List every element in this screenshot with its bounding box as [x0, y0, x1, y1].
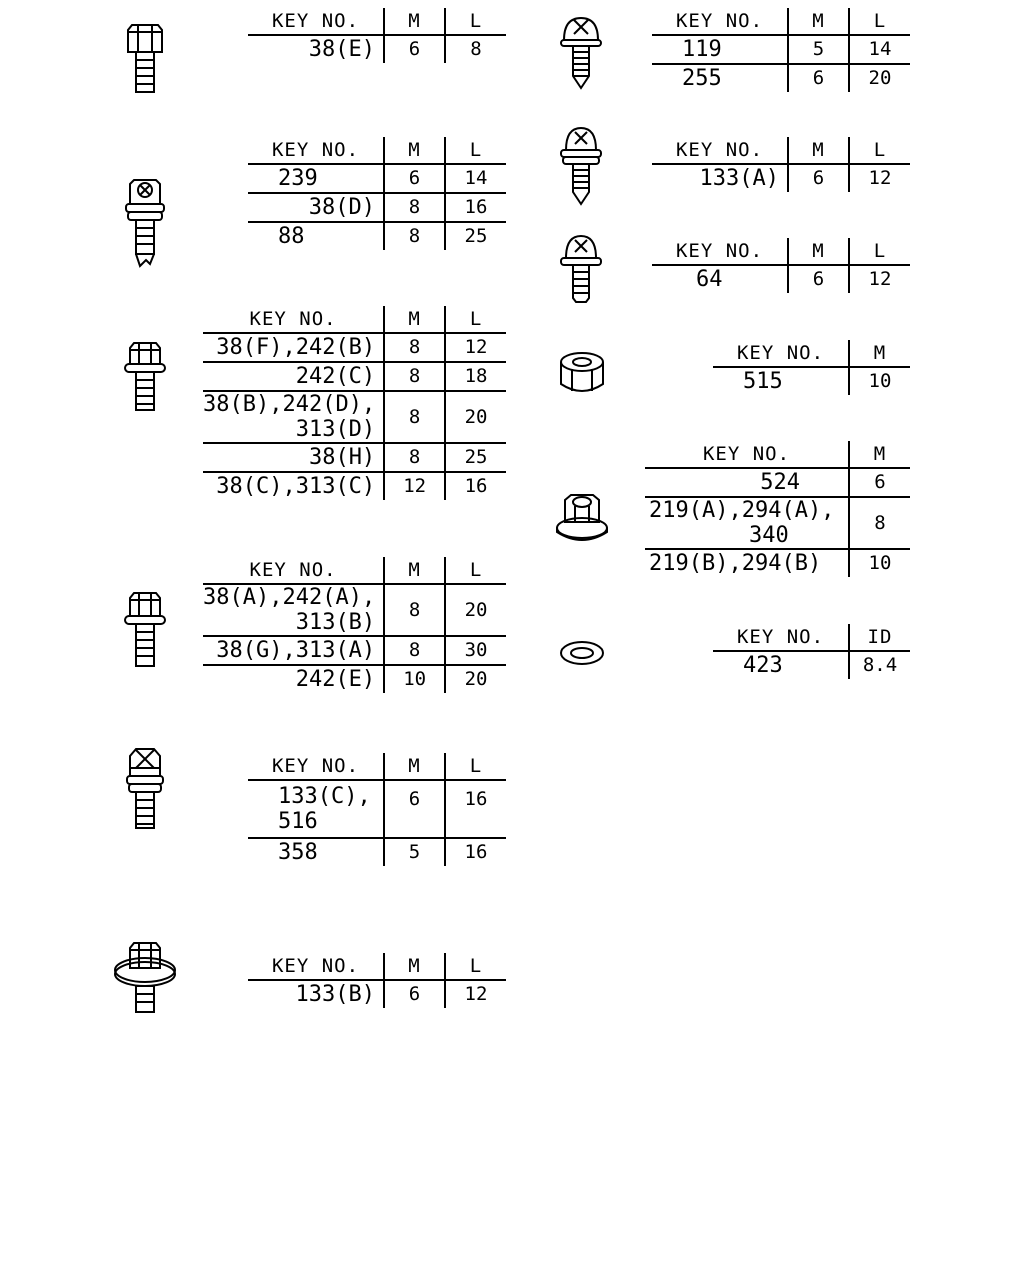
- l-cell: 12: [849, 265, 910, 293]
- key-no-cell: 358: [278, 839, 318, 865]
- spec-table: [248, 137, 506, 250]
- table-row: [248, 193, 506, 222]
- flange-bolt-icon: [122, 590, 168, 670]
- tapping-screw-blunt-icon: [558, 232, 604, 306]
- bolt-large-washer-icon: [112, 940, 178, 1016]
- key-no-cell: 219(B),294(B): [649, 550, 822, 576]
- key-no-cell: 38(G),313(A): [203, 636, 384, 665]
- hex-bolt-washer-icon: [122, 178, 168, 270]
- l-header: L: [445, 137, 506, 164]
- spec-table: [645, 441, 910, 577]
- m-cell: 8: [384, 222, 445, 250]
- table-row: [652, 265, 910, 293]
- l-header: L: [445, 953, 506, 980]
- m-header: M: [384, 8, 445, 35]
- m-cell: 6: [788, 164, 849, 192]
- m-cell: 8: [384, 362, 445, 391]
- key-no-cell: [248, 780, 384, 838]
- table-row: [248, 780, 506, 838]
- m-header: M: [384, 557, 445, 584]
- key-no-cell: 38(C),313(C): [216, 473, 376, 499]
- l-header: L: [849, 8, 910, 35]
- table-row: [652, 64, 910, 92]
- m-cell: 8: [384, 636, 445, 665]
- key-no-header: KEY NO.: [203, 557, 384, 584]
- l-header: L: [445, 8, 506, 35]
- l-cell: 20: [445, 665, 506, 693]
- hex-bolt-icon: [124, 22, 166, 96]
- cross-head-bolt-icon: [122, 746, 168, 832]
- m-header: M: [384, 753, 445, 780]
- m-cell: 10: [849, 549, 910, 577]
- l-header: L: [849, 238, 910, 265]
- id-header: ID: [849, 624, 910, 651]
- m-header: M: [384, 306, 445, 333]
- l-cell: 25: [445, 222, 506, 250]
- key-no-cell: 133(A): [699, 165, 779, 191]
- table-row: [713, 367, 910, 395]
- l-cell: 14: [445, 164, 506, 193]
- table-row: [713, 651, 910, 679]
- m-cell: 6: [384, 164, 445, 193]
- m-cell: 5: [384, 838, 445, 866]
- m-cell: 10: [384, 665, 445, 693]
- key-no-header: KEY NO.: [652, 8, 788, 35]
- key-no-line1: 133(C),: [278, 784, 371, 809]
- l-cell: 20: [849, 64, 910, 92]
- tapping-screw-icon: [558, 14, 604, 90]
- l-cell: 12: [849, 164, 910, 192]
- m-cell: 6: [788, 265, 849, 293]
- l-cell: 14: [849, 35, 910, 64]
- key-no-cell: 38(H): [203, 443, 384, 472]
- key-no-header: KEY NO.: [203, 306, 384, 333]
- key-no-cell: 255: [682, 65, 722, 91]
- m-cell: 8: [384, 333, 445, 362]
- table-row: [203, 362, 506, 391]
- key-no-line2: 340: [749, 523, 789, 548]
- spec-table: [203, 557, 506, 693]
- m-cell: 10: [849, 367, 910, 395]
- table-row: [652, 35, 910, 64]
- l-header: L: [445, 753, 506, 780]
- l-cell: 16: [445, 193, 506, 222]
- table-row: [248, 980, 506, 1008]
- table-row: [203, 472, 506, 500]
- m-cell: 6: [849, 468, 910, 497]
- key-no-cell: 38(E): [308, 36, 375, 62]
- table-row: [248, 838, 506, 866]
- l-cell: 18: [445, 362, 506, 391]
- m-cell: 8: [384, 391, 445, 443]
- key-no-header: KEY NO.: [248, 953, 384, 980]
- key-no-header: KEY NO.: [652, 137, 788, 164]
- m-header: M: [788, 137, 849, 164]
- key-no-header: KEY NO.: [713, 340, 849, 367]
- l-cell: 16: [445, 780, 506, 838]
- l-cell: 20: [445, 391, 506, 443]
- key-no-cell: [203, 391, 384, 443]
- l-cell: 16: [445, 838, 506, 866]
- spec-table: [248, 953, 506, 1008]
- key-no-cell: 64: [696, 266, 723, 292]
- flange-nut-icon: [555, 492, 609, 546]
- table-row: [203, 636, 506, 665]
- key-no-header: KEY NO.: [713, 624, 849, 651]
- key-no-cell: 423: [743, 652, 783, 678]
- key-no-cell: 515: [743, 368, 783, 394]
- spec-table: [652, 137, 910, 192]
- id-cell: 8.4: [849, 651, 910, 679]
- key-no-cell: 242(E): [295, 666, 376, 692]
- key-no-cell: 38(D): [248, 193, 384, 222]
- table-row: [203, 584, 506, 636]
- l-cell: 12: [445, 333, 506, 362]
- spec-table: [713, 340, 910, 395]
- spec-table: [713, 624, 910, 679]
- m-cell: 8: [849, 497, 910, 549]
- flange-bolt-icon: [122, 340, 168, 414]
- l-header: L: [849, 137, 910, 164]
- key-no-header: KEY NO.: [652, 238, 788, 265]
- key-no-cell: 88: [278, 223, 305, 249]
- table-row: [248, 164, 506, 193]
- table-row: [248, 222, 506, 250]
- key-no-cell: [203, 584, 384, 636]
- l-cell: 8: [445, 35, 506, 63]
- tapping-screw-washer-icon: [558, 124, 604, 208]
- spec-table: [203, 306, 506, 500]
- l-cell: 20: [445, 584, 506, 636]
- spec-table: [652, 8, 910, 92]
- m-cell: 6: [788, 64, 849, 92]
- m-cell: 5: [788, 35, 849, 64]
- hex-nut-icon: [558, 350, 606, 396]
- m-cell: 8: [384, 584, 445, 636]
- key-no-cell: [645, 497, 849, 549]
- table-row: [652, 164, 910, 192]
- m-header: M: [788, 8, 849, 35]
- key-no-line1: 38(A),242(A),: [203, 585, 376, 610]
- l-cell: 30: [445, 636, 506, 665]
- key-no-header: KEY NO.: [645, 441, 849, 468]
- table-row: [203, 665, 506, 693]
- table-row: [203, 333, 506, 362]
- l-header: L: [445, 557, 506, 584]
- m-cell: 8: [384, 443, 445, 472]
- key-no-cell: 524: [645, 468, 849, 497]
- key-no-cell: 133(B): [295, 981, 375, 1007]
- m-header: M: [849, 340, 910, 367]
- key-no-header: KEY NO.: [248, 753, 384, 780]
- key-no-header: KEY NO.: [248, 8, 384, 35]
- key-no-line2: 313(B): [295, 610, 376, 635]
- washer-icon: [558, 638, 606, 668]
- table-row: [645, 497, 910, 549]
- key-no-cell: 119: [652, 35, 788, 64]
- m-cell: 12: [384, 472, 445, 500]
- m-header: M: [849, 441, 910, 468]
- m-header: M: [788, 238, 849, 265]
- spec-table: [248, 753, 506, 866]
- l-cell: 12: [445, 980, 506, 1008]
- m-header: M: [384, 137, 445, 164]
- table-row: [203, 391, 506, 443]
- table-row: [645, 549, 910, 577]
- l-cell: 16: [445, 472, 506, 500]
- key-no-header: KEY NO.: [248, 137, 384, 164]
- l-header: L: [445, 306, 506, 333]
- key-no-line1: 38(B),242(D),: [203, 392, 376, 417]
- m-header: M: [384, 953, 445, 980]
- m-cell: 6: [384, 980, 445, 1008]
- key-no-cell: 239: [248, 164, 384, 193]
- m-cell: 8: [384, 193, 445, 222]
- key-no-line2: 313(D): [295, 417, 376, 442]
- table-row: [645, 468, 910, 497]
- m-cell: 6: [384, 780, 445, 838]
- key-no-cell: 242(C): [203, 362, 384, 391]
- key-no-cell: 38(F),242(B): [203, 333, 384, 362]
- m-cell: 6: [384, 35, 445, 63]
- spec-table: [248, 8, 506, 63]
- spec-table: [652, 238, 910, 293]
- key-no-line1: 219(A),294(A),: [649, 498, 835, 523]
- l-cell: 25: [445, 443, 506, 472]
- key-no-line2: 516: [278, 809, 318, 834]
- table-row: [203, 443, 506, 472]
- table-row: [248, 35, 506, 63]
